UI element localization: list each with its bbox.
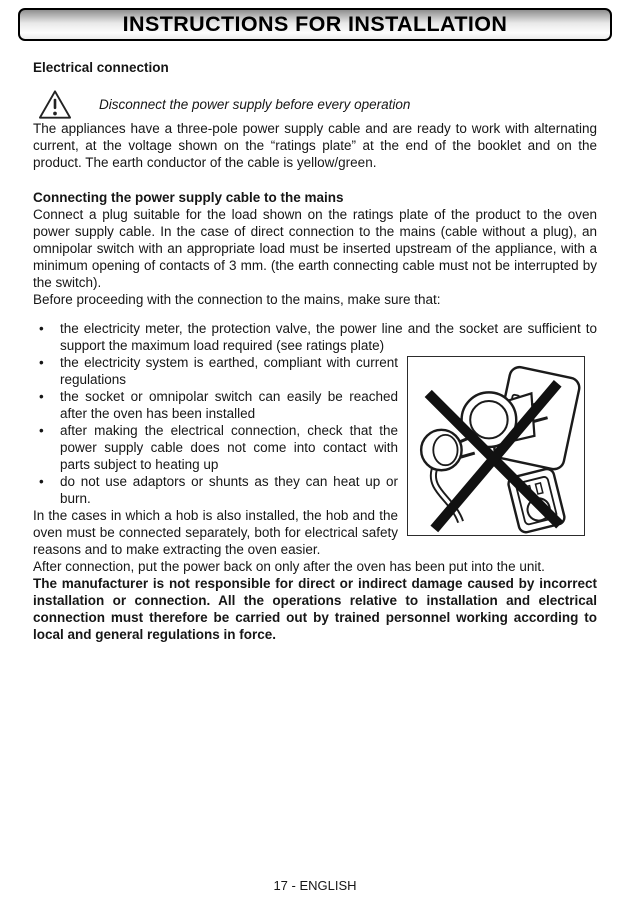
bullet-icon: • <box>39 389 44 404</box>
list-item-text: the electricity meter, the protection valve, the power line and the socket are sufficient to support the maximum load required (see ratings plate) <box>60 321 597 353</box>
page-title-banner <box>18 8 612 41</box>
list-item <box>33 320 597 354</box>
list-item <box>33 354 597 388</box>
paragraph-disclaimer: The manufacturer is not responsible for direct or indirect damage caused by incorrect installation or connection. All the operations relative to installation and electrical connection must therefore be carried out by trained personnel working according to local and general regulations in force. <box>33 576 597 642</box>
list-item <box>33 388 597 422</box>
section-heading-electrical-connection: Electrical connection <box>33 60 169 75</box>
list-item <box>33 422 597 473</box>
bullet-icon: • <box>39 474 44 489</box>
warning-row <box>33 89 597 120</box>
warning-triangle-icon <box>38 89 72 120</box>
page-number-footer: 17 - ENGLISH <box>273 878 357 893</box>
list-item <box>33 473 597 507</box>
section-heading-connecting-mains: Connecting the power supply cable to the mains <box>33 190 344 205</box>
bullet-icon: • <box>39 423 44 438</box>
checklist <box>33 320 597 507</box>
list-item-text: do not use adaptors or shunts as they can heat up or burn. <box>60 474 398 506</box>
paragraph-connection: Connect a plug suitable for the load shown on the ratings plate of the product to the oven power supply cable. In the case of direct connection to the mains (cable without a plug), an omnipolar switch with an appropriate load must be inserted upstream of the appliance, with a minimum opening of contacts of 3 mm. (the earth connecting cable must not be interrupted by the switch). <box>33 207 597 290</box>
list-item-text: after making the electrical connection, check that the power supply cable does not come into contact with parts subject to heating up <box>60 423 398 472</box>
paragraph-intro: The appliances have a three-pole power supply cable and are ready to work with alternating current, at the voltage shown on the “ratings plate” at the end of the booklet and on the product. The earth conductor of the cable is yellow/green. <box>33 121 597 170</box>
page-title: INSTRUCTIONS FOR INSTALLATION <box>122 12 508 36</box>
paragraph-after-connection: After connection, put the power back on only after the oven has been put into the unit. <box>33 559 545 574</box>
list-item-text: the socket or omnipolar switch can easily be reached after the oven has been installed <box>60 389 398 421</box>
warning-caption: Disconnect the power supply before every operation <box>99 97 411 112</box>
bullet-icon: • <box>39 321 44 336</box>
paragraph-hob: In the cases in which a hob is also installed, the hob and the oven must be connected separately, both for electrical safety reasons and to make extracting the oven easier. <box>33 508 398 557</box>
list-item-text: the electricity system is earthed, compliant with current regulations <box>60 355 398 387</box>
bullet-icon: • <box>39 355 44 370</box>
paragraph-checklist-intro: Before proceeding with the connection to the mains, make sure that: <box>33 292 441 307</box>
